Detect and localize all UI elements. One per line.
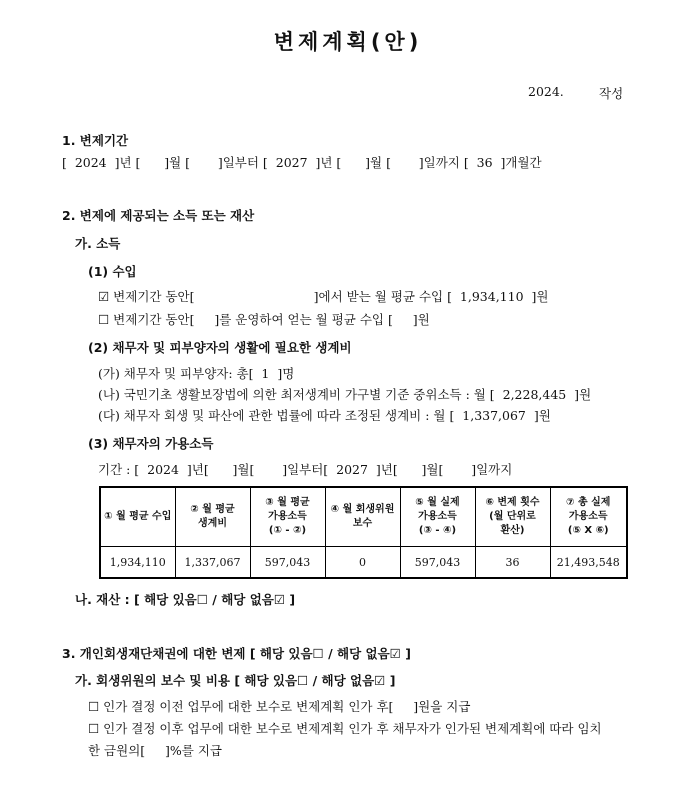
- table-header-cell: ② 월 평균 생계비: [175, 487, 250, 547]
- available-income-period: 기간 : [ 2024 ]년[ ]월[ ]일부터[ 2027 ]년[ ]월[ ]일까지: [98, 462, 513, 477]
- table-cell: 597,043: [400, 547, 475, 579]
- table-header-cell: ⑤ 월 실제 가용소득 (③ - ④): [400, 487, 475, 547]
- revenue-option-business: ☐ 변제기간 동안[ ]를 운영하여 얻는 월 평균 수입 [ ]원: [98, 312, 430, 327]
- table-header-cell: ⑦ 총 실제 가용소득 (⑤ X ⑥): [550, 487, 627, 547]
- table-cell: 21,493,548: [550, 547, 627, 579]
- table-header-cell: ① 월 평균 수입: [100, 487, 175, 547]
- income-subheading: 가. 소득: [75, 236, 121, 251]
- revenue-option-salary: ☑ 변제기간 동안[ ]에서 받는 월 평균 수입 [ 1,934,110 ]원: [98, 289, 549, 304]
- median-income-line: (나) 국민기초 생활보장법에 의한 최저생계비 가구별 기준 중위소득 : 월 [ 2,228,445 ]원: [98, 387, 592, 402]
- table-row: [100, 547, 627, 579]
- table-header-cell: ③ 월 평균 가용소득 (① - ②): [250, 487, 325, 547]
- property-line: 나. 재산 : [ 해당 있음☐ / 해당 없음☑ ]: [75, 592, 296, 607]
- document-title: 변제계획(안): [273, 30, 423, 54]
- table-cell: 0: [325, 547, 400, 579]
- fee-option-after-approval: ☐ 인가 결정 이후 업무에 대한 보수로 변제계획 인가 후 채무자가 인가된 변제계획에 따라 임치: [88, 721, 602, 736]
- available-income-table: [99, 486, 628, 579]
- section-3-heading: 3. 개인회생재단채권에 대한 변제 [ 해당 있음☐ / 해당 없음☑ ]: [62, 646, 411, 661]
- table-cell: 36: [475, 547, 550, 579]
- table-cell: 597,043: [250, 547, 325, 579]
- revenue-heading: (1) 수입: [88, 264, 137, 279]
- fee-option-after-approval-cont: 한 금원의[ ]%를 지급: [88, 743, 222, 758]
- repayment-period-line: [ 2024 ]년 [ ]월 [ ]일부터 [ 2027 ]년 [ ]월 [ ]일까지 [ 36 ]개월간: [62, 155, 542, 170]
- available-income-heading: (3) 채무자의 가용소득: [88, 436, 214, 451]
- table-cell: 1,934,110: [100, 547, 175, 579]
- adjusted-living-cost-line: (다) 채무자 회생 및 파산에 관한 법률에 따라 조정된 생계비 : 월 [ 1,337,067 ]원: [98, 408, 551, 423]
- living-cost-heading: (2) 채무자 및 피부양자의 생활에 필요한 생계비: [88, 340, 352, 355]
- section-1-heading: 1. 변제기간: [62, 133, 129, 148]
- table-cell: 1,337,067: [175, 547, 250, 579]
- fee-option-before-approval: ☐ 인가 결정 이전 업무에 대한 보수로 변제계획 인가 후[ ]원을 지급: [88, 699, 471, 714]
- dependents-line: (가) 채무자 및 피부양자: 총[ 1 ]명: [98, 366, 295, 381]
- date-year: 2024.: [528, 84, 564, 99]
- section-2-heading: 2. 변제에 제공되는 소득 또는 재산: [62, 208, 255, 223]
- table-header-cell: ④ 월 회생위원 보수: [325, 487, 400, 547]
- table-header-row: [100, 487, 627, 547]
- commissioner-fee-subheading: 가. 회생위원의 보수 및 비용 [ 해당 있음☐ / 해당 없음☑ ]: [75, 673, 396, 688]
- table-header-cell: ⑥ 변제 횟수 (월 단위로 환산): [475, 487, 550, 547]
- date-write-label: 작성: [599, 86, 624, 101]
